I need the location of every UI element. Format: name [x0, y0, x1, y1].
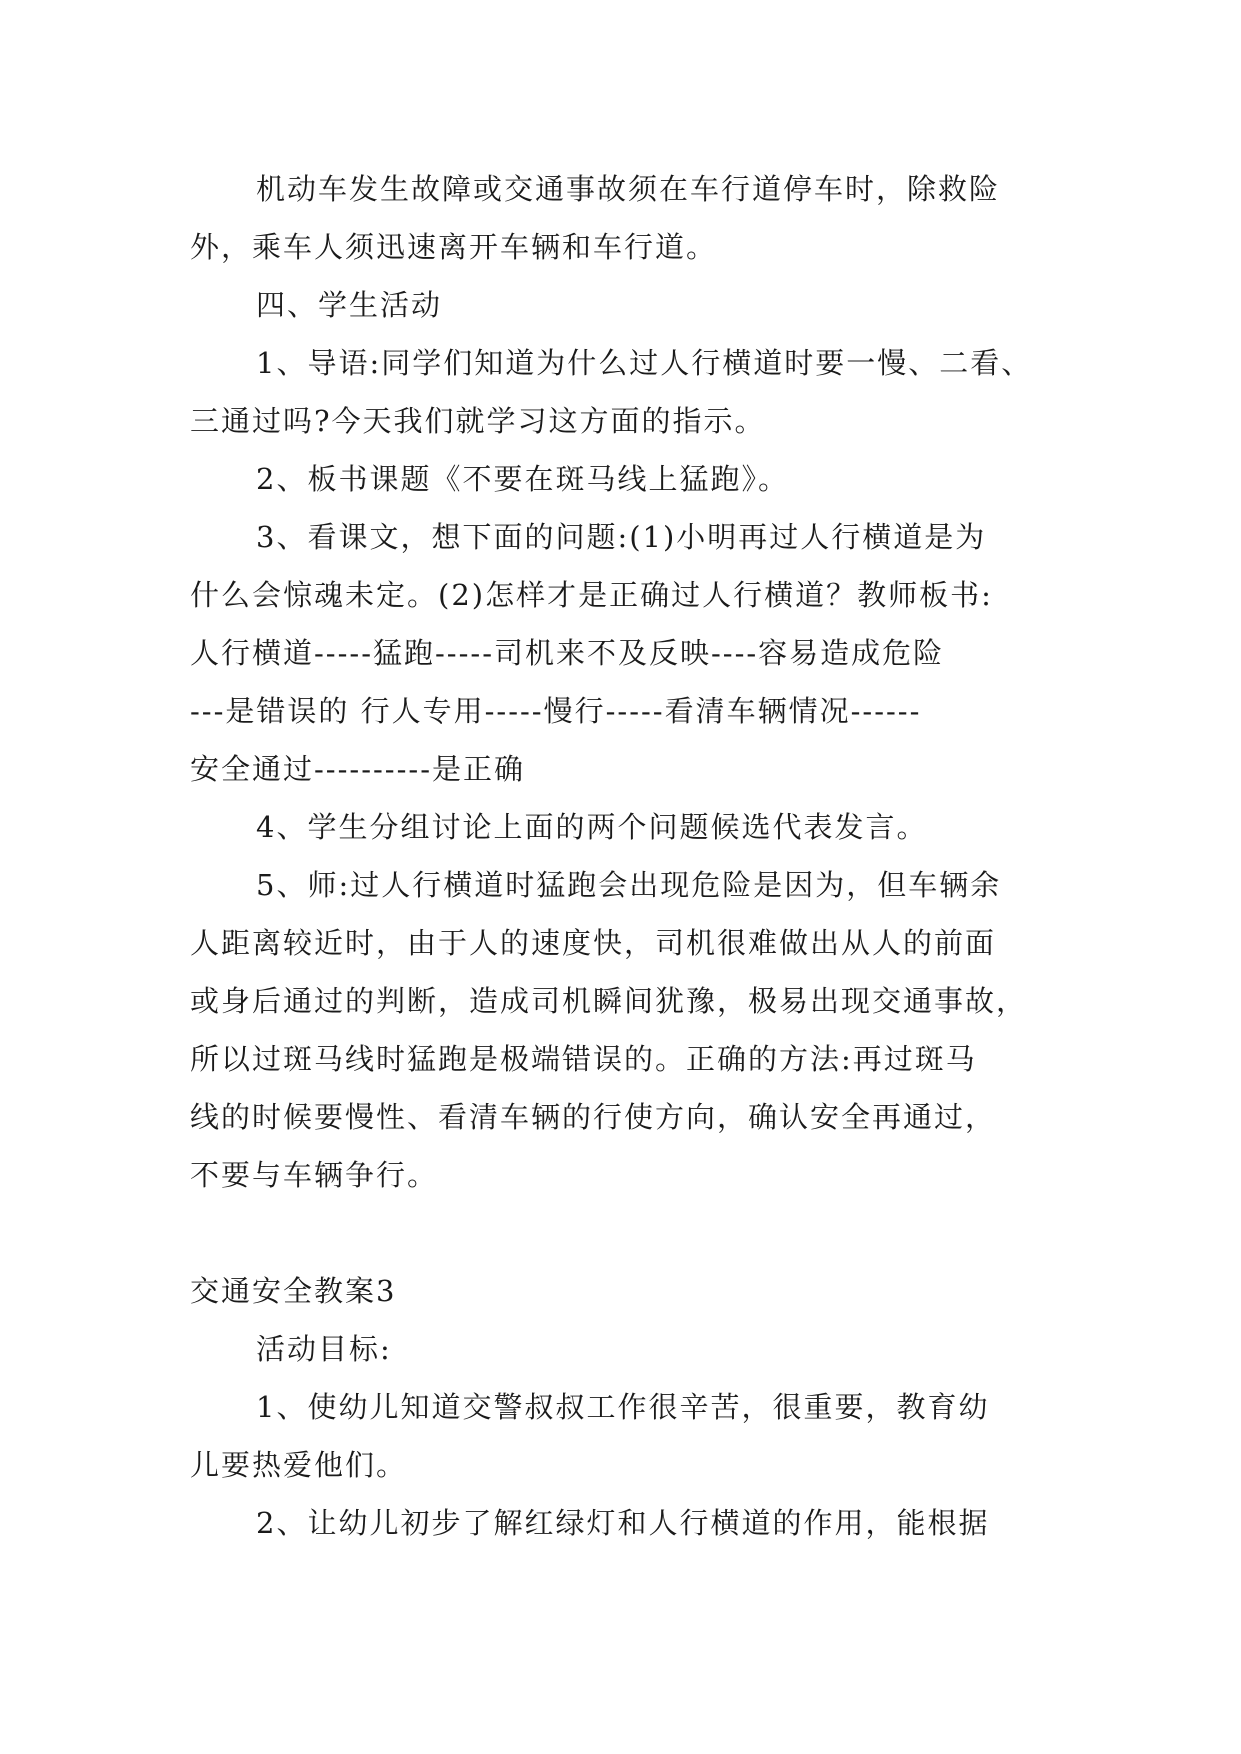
text-line: ---是错误的 行人专用-----慢行-----看清车辆情况------	[190, 694, 922, 728]
text-line: 1、导语:同学们知道为什么过人行横道时要一慢、二看、	[256, 346, 1033, 380]
paragraph-goal-2	[190, 1494, 1066, 1552]
text-line: 3、看课文，想下面的问题:(1)小明再过人行横道是为	[256, 520, 987, 554]
text-line: 什么会惊魂未定。(2)怎样才是正确过人行横道？教师板书:	[190, 578, 993, 612]
paragraph-intro	[190, 334, 1066, 450]
text-line: 安全通过----------是正确	[190, 752, 525, 786]
section-spacer	[190, 1204, 1066, 1262]
text-line: 线的时候要慢性、看清车辆的行使方向，确认安全再通过，	[190, 1100, 997, 1134]
text-line: 5、师:过人行横道时猛跑会出现危险是因为，但车辆余	[256, 868, 1002, 902]
paragraph-vehicle-breakdown	[190, 160, 1066, 276]
text-line: 或身后通过的判断，造成司机瞬间犹豫，极易出现交通事故，	[190, 984, 1028, 1018]
text-line: 人距离较近时，由于人的速度快，司机很难做出从人的前面	[190, 926, 997, 960]
text-line: 不要与车辆争行。	[190, 1158, 439, 1192]
paragraph-group-discussion: 4、学生分组讨论上面的两个问题候选代表发言。	[256, 810, 928, 844]
text-line: 2、让幼儿初步了解红绿灯和人行横道的作用，能根据	[256, 1506, 990, 1540]
text-line: 1、使幼儿知道交警叔叔工作很辛苦，很重要，教育幼	[256, 1390, 990, 1424]
text-line: 人行横道-----猛跑-----司机来不及反映----容易造成危险	[190, 636, 945, 670]
text-line: 机动车发生故障或交通事故须在车行道停车时，除救险	[256, 172, 1001, 206]
text-line: 儿要热爱他们。	[190, 1448, 408, 1482]
paragraph-board-title: 2、板书课题《不要在斑马线上猛跑》。	[256, 462, 789, 496]
goals-label: 活动目标:	[256, 1332, 392, 1366]
text-line: 三通过吗?今天我们就学习这方面的指示。	[190, 404, 766, 438]
paragraph-read-text	[190, 508, 1066, 798]
section-title: 交通安全教案3	[190, 1274, 397, 1308]
paragraph-goal-1	[190, 1378, 1066, 1494]
text-line: 外，乘车人须迅速离开车辆和车行道。	[190, 230, 718, 264]
document-page	[190, 160, 1066, 1552]
text-line: 所以过斑马线时猛跑是极端错误的。正确的方法:再过斑马	[190, 1042, 977, 1076]
section-heading-student-activity: 四、学生活动	[256, 288, 443, 322]
paragraph-teacher-summary	[190, 856, 1066, 1204]
